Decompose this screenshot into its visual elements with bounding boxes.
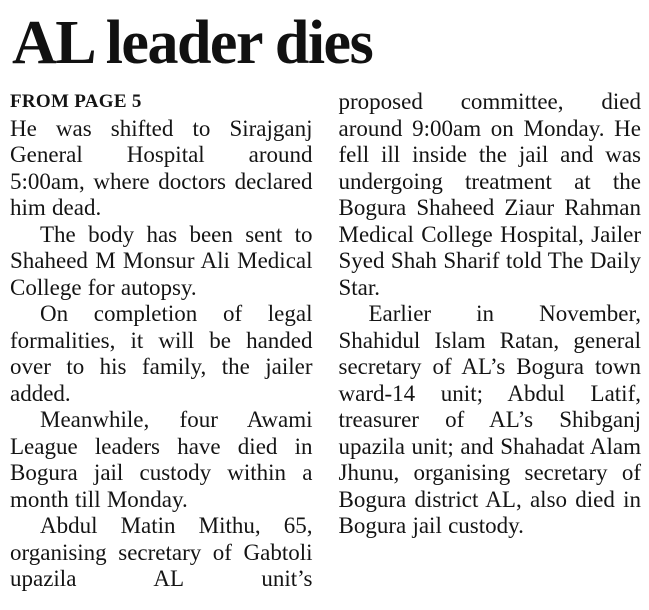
article-paragraph: He was shifted to Sirajganj General Hospital around 5:00am, where doctors declared him dead. (10, 115, 313, 221)
article-paragraph: proposed committee, died around 9:00am on Monday. He fell ill inside the jail and was undergoing treatment at the Bogura Shaheed Ziaur Rahman Medical College Hospital, Jailer Syed Shah Sharif told The Daily Star. (338, 89, 641, 300)
article-body (10, 89, 641, 593)
article-paragraph: Abdul Matin Mithu, 65, organising secretary of Gabtoli upazila AL unit’s (10, 513, 313, 592)
article-paragraph: Meanwhile, four Awami League leaders have died in Bogura jail custody within a month till Monday. (10, 407, 313, 512)
continuation-kicker: FROM PAGE 5 (10, 91, 142, 113)
article-column-right (339, 89, 642, 593)
article-paragraph: Earlier in November, Shahidul Islam Ratan, general secretary of AL’s Bogura town ward-14 unit; Abdul Latif, treasurer of AL’s Shibganj upazila unit; and Shahadat Alam Jhunu, organising secretary of Bogura district AL, also died in Bogura jail custody. (338, 301, 641, 539)
article-headline: AL leader dies (12, 9, 373, 77)
article-column-left (10, 89, 313, 593)
article-paragraph: The body has been sent to Shaheed M Monsur Ali Medical College for autopsy. (10, 221, 313, 300)
article-paragraph: On completion of legal formalities, it will be handed over to his family, the jailer added. (10, 301, 313, 406)
